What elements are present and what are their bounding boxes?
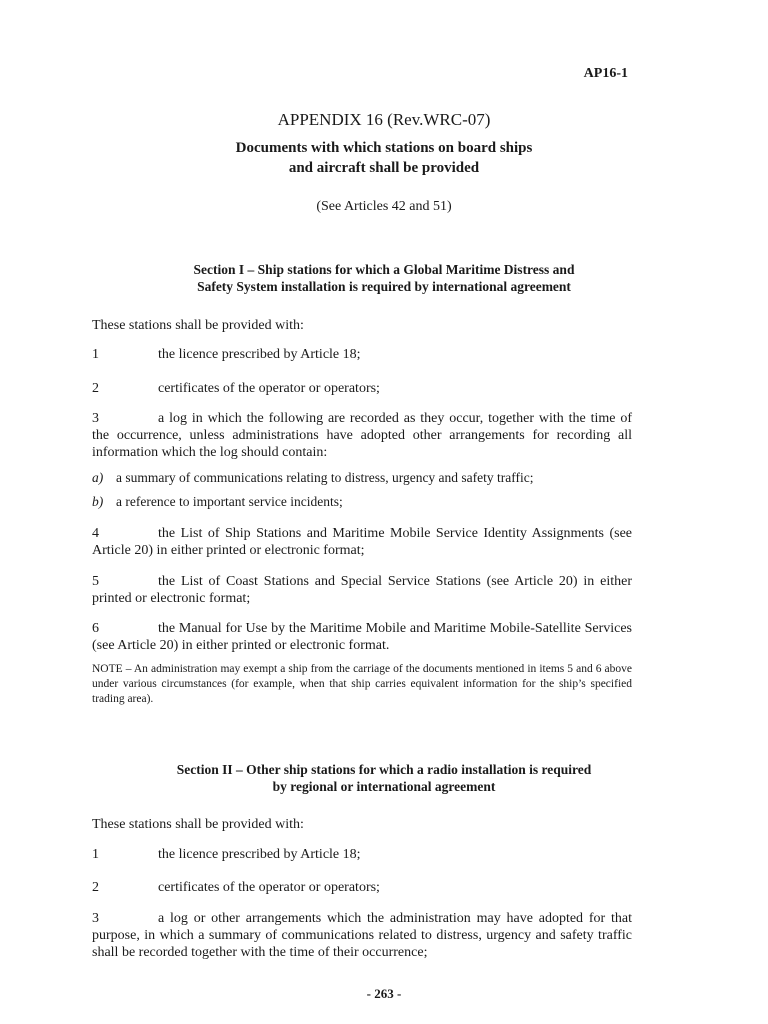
subitem-text: a summary of communications relating to distress, urgency and safety traffic; <box>116 470 534 485</box>
item-text: the licence prescribed by Article 18; <box>158 347 361 362</box>
item-number: 5 <box>92 574 99 589</box>
section-1-item <box>92 525 632 559</box>
item-text: a log in which the following are recorded as they occur, together with the time of the occurrence, unless administrations have adopted other arrangements for recording all information which the log should contain: <box>92 411 632 460</box>
section-2-title-line-1: Section II – Other ship stations for which a radio installation is required <box>176 762 592 777</box>
section-1-item <box>92 346 632 363</box>
item-number: 2 <box>92 880 99 895</box>
item-number: 1 <box>92 847 99 862</box>
subitem-letter: b) <box>92 494 104 509</box>
document-title-line-2: and aircraft shall be provided <box>288 160 480 176</box>
page-reference: AP16-1 <box>583 66 628 81</box>
item-text: the List of Ship Stations and Maritime Mobile Service Identity Assignments (see Article 20) in either printed or electronic format; <box>92 526 632 558</box>
item-text: the List of Coast Stations and Special Service Stations (see Article 20) in either printed or electronic format; <box>92 574 632 606</box>
item-number: 1 <box>92 347 99 362</box>
section-1-item <box>92 620 632 654</box>
section-2-item <box>92 879 632 896</box>
subitem-text: a reference to important service incidents; <box>116 494 343 509</box>
item-text: the licence prescribed by Article 18; <box>158 847 361 862</box>
item-text: a log or other arrangements which the administration may have adopted for that purpose, in which a summary of communications related to distress, urgency and safety traffic shall be recorded together with the time of their occurrence; <box>92 911 632 960</box>
section-2-item <box>92 910 632 961</box>
section-2-intro: These stations shall be provided with: <box>92 817 304 832</box>
page-number: - 263 - <box>366 986 402 1001</box>
section-1-note: NOTE – An administration may exempt a ship from the carriage of the documents mentioned in items 5 and 6 above under various circumstances (for example, when that ship carries equivalent information for the ship’s specified trading area). <box>92 663 632 705</box>
item-text: certificates of the operator or operators; <box>158 381 380 396</box>
section-1-item <box>92 380 632 397</box>
section-1-subitem <box>92 493 632 510</box>
item-number: 6 <box>92 621 99 636</box>
section-2-title <box>0 761 768 795</box>
section-1-title-line-2: Safety System installation is required by international agreement <box>197 279 571 294</box>
appendix-title: APPENDIX 16 (Rev.WRC-07) <box>277 110 491 129</box>
section-1-subitem <box>92 469 632 486</box>
section-2-title-line-2: by regional or international agreement <box>272 779 496 794</box>
item-number: 4 <box>92 526 99 541</box>
section-1-intro: These stations shall be provided with: <box>92 318 304 333</box>
section-1-title-line-1: Section I – Ship stations for which a Global Maritime Distress and <box>193 262 575 277</box>
item-text: the Manual for Use by the Maritime Mobile and Maritime Mobile-Satellite Services (see Article 20) in either printed or electronic format. <box>92 621 632 653</box>
item-text: certificates of the operator or operators; <box>158 880 380 895</box>
subitem-letter: a) <box>92 470 104 485</box>
document-title <box>0 138 768 178</box>
item-number: 2 <box>92 381 99 396</box>
section-2-item <box>92 846 632 863</box>
item-number: 3 <box>92 911 99 926</box>
see-articles: (See Articles 42 and 51) <box>316 199 452 214</box>
section-1-item <box>92 573 632 607</box>
item-number: 3 <box>92 411 99 426</box>
document-title-line-1: Documents with which stations on board ships <box>235 140 533 156</box>
section-1-title <box>0 261 768 295</box>
section-1-item <box>92 410 632 461</box>
